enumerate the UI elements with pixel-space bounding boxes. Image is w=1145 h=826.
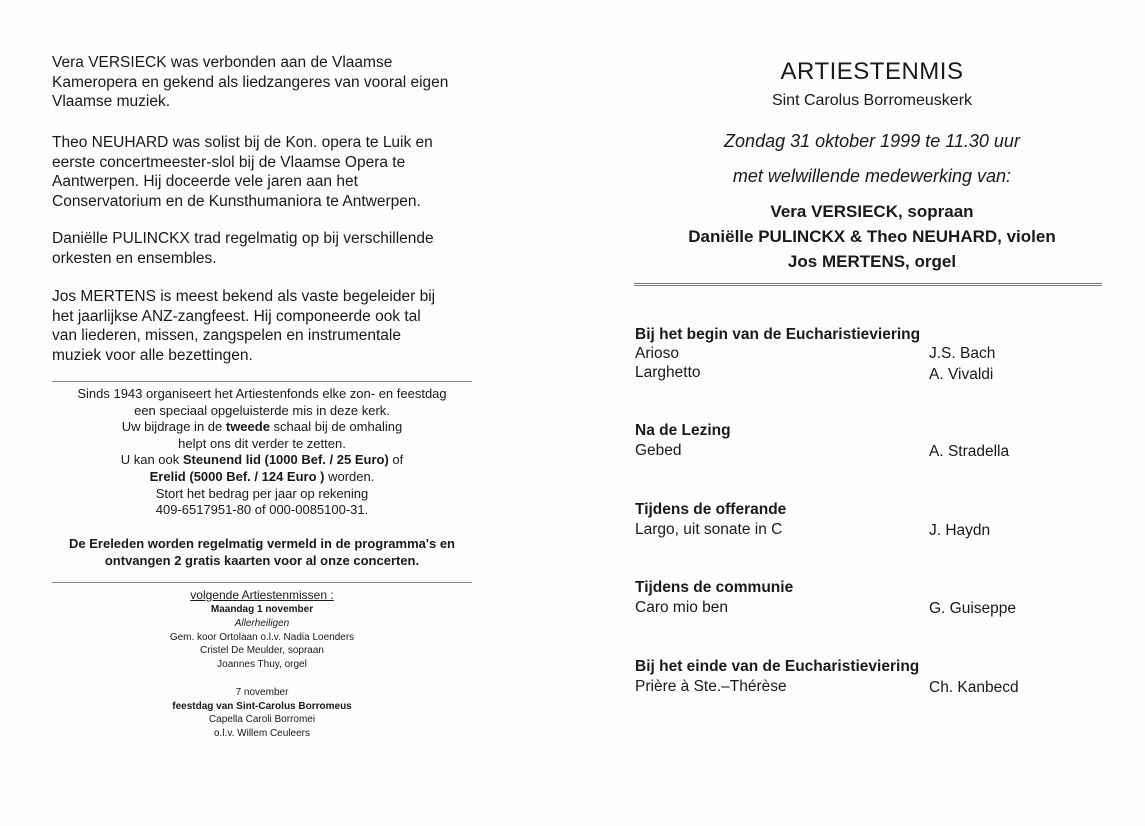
fund-line: Stort het bedrag per jaar op rekening bbox=[155, 485, 369, 501]
fund-notice bbox=[52, 386, 472, 519]
bio-text: Theo NEUHARD was solist bij de Kon. opera te Luik en eerste concertmeester-slol bij de Vlaamse Opera te Aantwerpen. Hij doceerde vele jaren aan het Conservatorium en de Kunsthumaniora te Antwerpen. bbox=[52, 134, 433, 210]
church-name: Sint Carolus Borromeuskerk bbox=[771, 92, 973, 109]
fund-line: Sinds 1943 organiseert het Artiestenfonds elke zon- en feestdag bbox=[77, 386, 447, 401]
bio-pulinckx bbox=[52, 229, 482, 268]
section-title: Bij het begin van de Eucharistieviering bbox=[635, 326, 921, 343]
performer: Jos MERTENS, orgel bbox=[787, 252, 957, 271]
ereleden-note: De Ereleden worden regelmatig vermeld in de programma's en ontvangen 2 gratis kaarten voor al onze concerten. bbox=[69, 536, 455, 568]
bio-text: Jos MERTENS is meest bekend als vaste begeleider bij het jaarlijkse ANZ-zangfeest. Hij componeerde ook tal van liederen, missen, zangspelen en instrumentale muziek voor alle bezettingen. bbox=[52, 288, 436, 364]
composer: Ch. Kanbecd bbox=[929, 679, 1019, 696]
bio-text: Vera VERSIECK was verbonden aan de Vlaamse Kameropera en gekend als liedzangeres van vooral eigen Vlaamse muziek. bbox=[52, 54, 449, 110]
composer: J. Haydn bbox=[929, 522, 991, 539]
mass-date: Zondag 31 oktober 1999 te 11.30 uur bbox=[724, 131, 1020, 151]
section-title: Na de Lezing bbox=[635, 422, 731, 439]
performer: Daniëlle PULINCKX & Theo NEUHARD, violen bbox=[688, 227, 1056, 246]
bio-neuhard bbox=[52, 133, 482, 211]
bank-accounts: 409-6517951-80 of 000-0085100-31. bbox=[155, 502, 369, 518]
cooperation-line: met welwillende medewerking van: bbox=[732, 166, 1012, 186]
next-masses: volgende Artiestenmissen : Maandag 1 november Allerheiligen Gem. koor Ortolaan o.l.v. Nadia Loenders Cristel De Meulder, sopraan Joannes Thuy, orgel 7 november feestdag van Sint-Carolus Borromeus Capella Caroli Borromei o.l.v. Willem Ceuleers bbox=[52, 588, 472, 741]
fund-line: U kan ook Steunend lid (1000 Bef. / 25 Euro) of bbox=[120, 452, 404, 468]
fund-line: Uw bijdrage in de tweede schaal bij de omhaling bbox=[121, 419, 403, 435]
bio-text: Daniëlle PULINCKX trad regelmatig op bij verschillende orkesten en ensembles. bbox=[52, 230, 434, 267]
next-masses-header: volgende Artiestenmissen : bbox=[190, 588, 334, 602]
piece-title: Largo, uit sonate in C bbox=[635, 521, 783, 538]
fund-line: helpt ons dit verder te zetten. bbox=[178, 435, 346, 451]
piece-title: Gebed bbox=[635, 442, 682, 459]
divider bbox=[52, 381, 472, 382]
section-title: Bij het einde van de Eucharistieviering bbox=[635, 658, 920, 675]
performer: Vera VERSIECK, sopraan bbox=[770, 202, 974, 221]
fund-line: een speciaal opgeluisterde mis in deze kerk. bbox=[134, 402, 390, 418]
piece-title: Caro mio ben bbox=[635, 599, 729, 616]
composer: G. Guiseppe bbox=[929, 600, 1017, 617]
piece-title: Prière à Ste.–Thérèse bbox=[635, 678, 787, 695]
piece-title: Arioso bbox=[635, 345, 679, 362]
composer: J.S. Bach bbox=[929, 345, 996, 362]
composer: A. Stradella bbox=[929, 443, 1010, 460]
divider bbox=[52, 582, 472, 583]
page-title: ARTIESTENMIS bbox=[780, 58, 964, 85]
section-title: Tijdens de offerande bbox=[635, 501, 787, 518]
composer: A. Vivaldi bbox=[929, 366, 994, 383]
piece-title: Larghetto bbox=[635, 364, 701, 381]
bio-mertens bbox=[52, 287, 482, 365]
section-title: Tijdens de communie bbox=[635, 579, 794, 596]
fund-line: Erelid (5000 Bef. / 124 Euro ) worden. bbox=[149, 468, 375, 484]
bio-versieck bbox=[52, 53, 482, 112]
divider bbox=[634, 283, 1102, 286]
